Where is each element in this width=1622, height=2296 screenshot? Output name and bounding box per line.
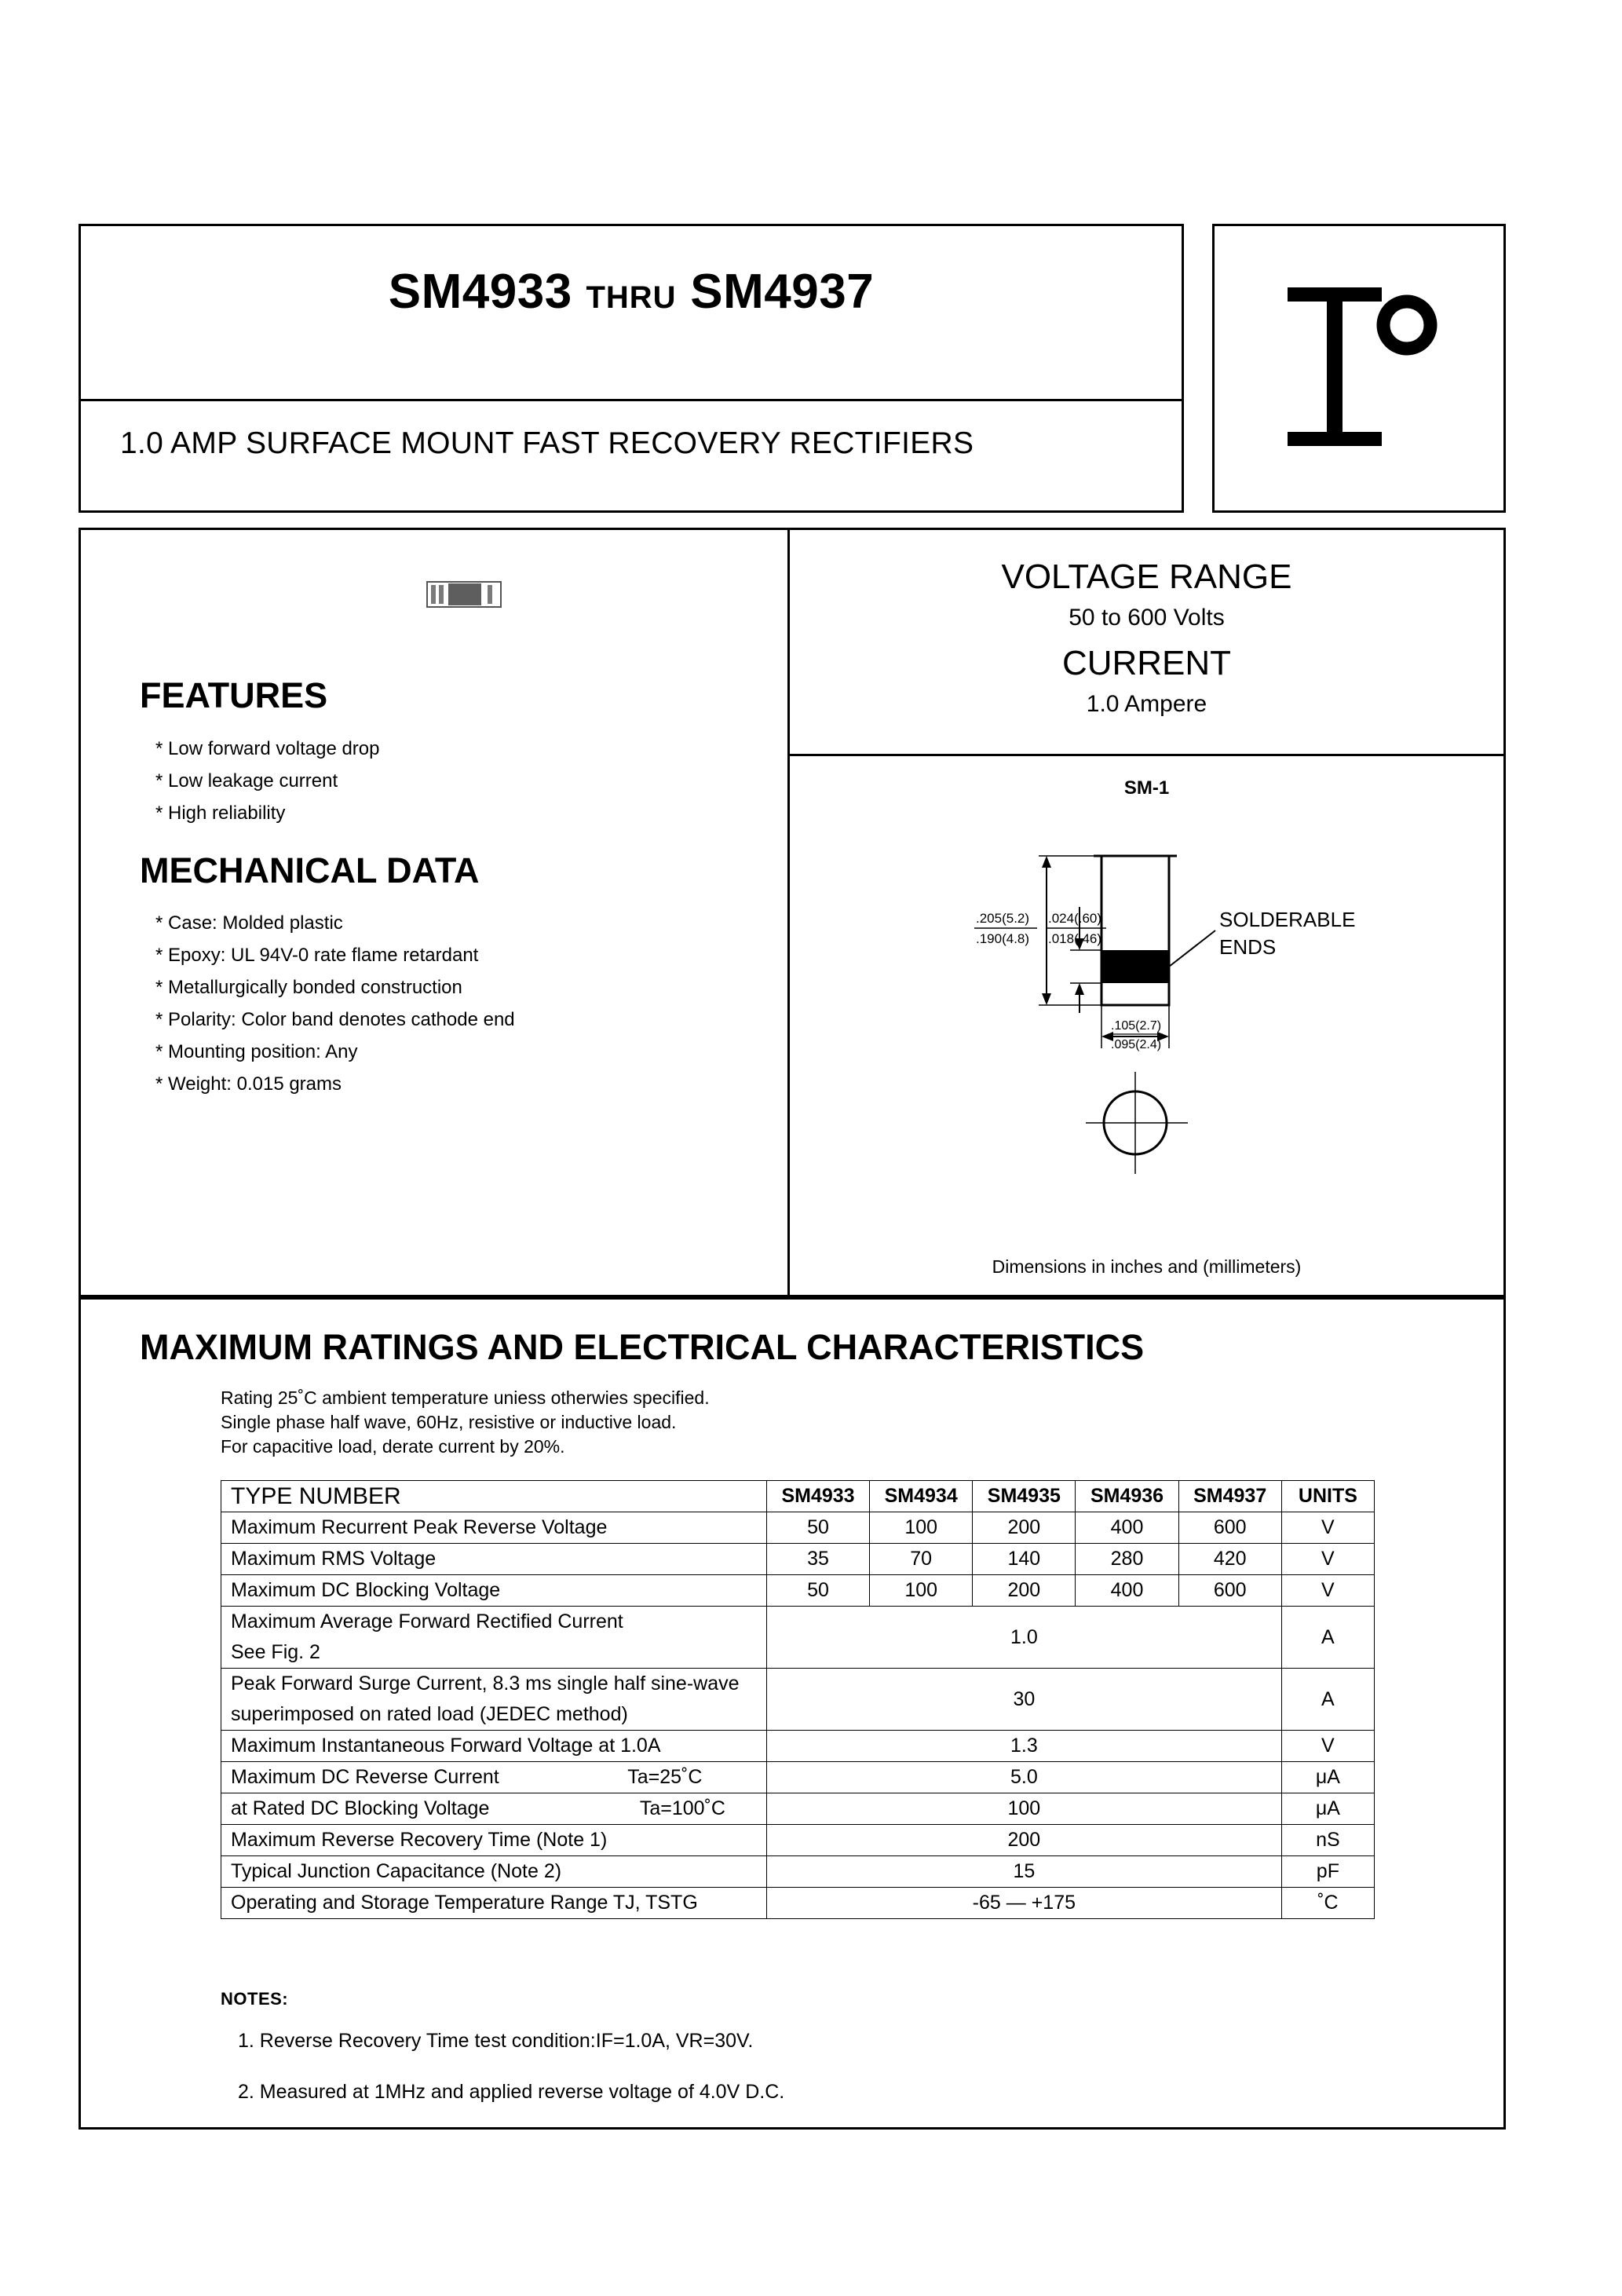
- table-row: [221, 1512, 1375, 1544]
- row-param-second-line: See Fig. 2: [221, 1637, 767, 1669]
- row-param: Maximum DC Blocking Voltage: [221, 1575, 767, 1607]
- page-title: [81, 264, 1182, 320]
- title-divider: [81, 399, 1182, 401]
- list-item: * Weight: 0.015 grams: [155, 1073, 342, 1095]
- row-unit: V: [1281, 1544, 1374, 1575]
- ratings-section: [79, 1297, 1506, 2130]
- column-header-sm4934: SM4934: [870, 1481, 973, 1512]
- row-value: 30: [766, 1669, 1281, 1731]
- row-param-text: at Rated DC Blocking Voltage: [231, 1797, 490, 1819]
- title-part-1: SM4933: [388, 265, 572, 319]
- table-header-row: [221, 1481, 1375, 1512]
- current-value: 1.0 Ampere: [1086, 691, 1207, 717]
- row-unit: nS: [1281, 1825, 1374, 1856]
- list-item: * Low leakage current: [155, 770, 338, 792]
- current-label: CURRENT: [1061, 644, 1232, 682]
- row-value: 1.0: [766, 1607, 1281, 1669]
- row-unit: A: [1281, 1607, 1374, 1669]
- row-unit: μA: [1281, 1793, 1374, 1825]
- row-value: -65 — +175: [766, 1888, 1281, 1919]
- row-value: 100: [766, 1793, 1281, 1825]
- row-unit: V: [1281, 1731, 1374, 1762]
- row-value: 35: [766, 1544, 869, 1575]
- row-param: Peak Forward Surge Current, 8.3 ms single half sine-wave: [221, 1669, 767, 1700]
- svg-text:.205(5.2): .205(5.2): [976, 911, 1030, 926]
- table-row: [221, 1544, 1375, 1575]
- overview-section: [79, 528, 1506, 1297]
- row-value: 400: [1076, 1575, 1178, 1607]
- list-item: * Polarity: Color band denotes cathode end: [155, 1009, 515, 1030]
- package-outline-drawing: [944, 813, 1416, 1252]
- table-row: [221, 1793, 1375, 1825]
- row-param-condition: Ta=25˚C: [627, 1766, 703, 1788]
- column-header-sm4935: SM4935: [973, 1481, 1076, 1512]
- list-item: * Mounting position: Any: [155, 1041, 358, 1062]
- title-box: [79, 224, 1184, 513]
- specifications-table: [221, 1480, 1375, 1919]
- section-horizontal-divider: [787, 754, 1506, 756]
- page-subtitle: 1.0 AMP SURFACE MOUNT FAST RECOVERY RECTIFIERS: [120, 426, 974, 460]
- table-row: [221, 1575, 1375, 1607]
- diode-package-photo: [426, 581, 502, 608]
- row-param: Maximum RMS Voltage: [221, 1544, 767, 1575]
- svg-text:.018(.46): .018(.46): [1048, 931, 1102, 946]
- svg-text:.095(2.4): .095(2.4): [1111, 1038, 1162, 1051]
- row-value: 200: [766, 1825, 1281, 1856]
- row-unit: ˚C: [1281, 1888, 1374, 1919]
- list-item: * Low forward voltage drop: [155, 738, 380, 759]
- row-value: 1.3: [766, 1731, 1281, 1762]
- features-list: [155, 733, 380, 829]
- title-thru: THRU: [586, 280, 677, 315]
- list-item: * High reliability: [155, 803, 286, 824]
- table-row: [221, 1825, 1375, 1856]
- row-param: [221, 1793, 767, 1825]
- row-param-second-line: superimposed on rated load (JEDEC method): [221, 1699, 767, 1731]
- column-header-units: UNITS: [1281, 1481, 1374, 1512]
- row-value: 100: [870, 1512, 973, 1544]
- row-unit: V: [1281, 1575, 1374, 1607]
- svg-text:.024(.60): .024(.60): [1048, 911, 1102, 926]
- row-unit: pF: [1281, 1856, 1374, 1888]
- logo-box: [1212, 224, 1506, 513]
- svg-text:.190(4.8): .190(4.8): [976, 931, 1030, 946]
- table-row: [221, 1888, 1375, 1919]
- table-row: [221, 1607, 1375, 1638]
- condition-line: Single phase half wave, 60Hz, resistive or inductive load.: [221, 1412, 677, 1432]
- row-param: Maximum Reverse Recovery Time (Note 1): [221, 1825, 767, 1856]
- row-value: 140: [973, 1544, 1076, 1575]
- list-item: * Metallurgically bonded construction: [155, 977, 462, 998]
- list-item: * Case: Molded plastic: [155, 912, 343, 934]
- voltage-range-value: 50 to 600 Volts: [1069, 605, 1225, 631]
- row-param: Maximum Average Forward Rectified Current: [221, 1607, 767, 1638]
- row-unit: V: [1281, 1512, 1374, 1544]
- list-item: * Epoxy: UL 94V-0 rate flame retardant: [155, 945, 479, 966]
- column-header-sm4933: SM4933: [766, 1481, 869, 1512]
- row-value: 280: [1076, 1544, 1178, 1575]
- row-param-text: Maximum DC Reverse Current: [231, 1766, 499, 1788]
- row-param: [221, 1762, 767, 1793]
- note-1: 1. Reverse Recovery Time test condition:IF=1.0A, VR=30V.: [238, 2030, 754, 2052]
- note-2: 2. Measured at 1MHz and applied reverse voltage of 4.0V D.C.: [238, 2081, 785, 2103]
- package-name: SM-1: [1123, 777, 1170, 799]
- table-row: [221, 1731, 1375, 1762]
- notes-heading: NOTES:: [221, 1989, 289, 2009]
- column-header-sm4937: SM4937: [1178, 1481, 1281, 1512]
- ratings-conditions: [221, 1386, 710, 1459]
- title-part-2: SM4937: [690, 265, 875, 319]
- row-value: 100: [870, 1575, 973, 1607]
- row-value: 70: [870, 1544, 973, 1575]
- mechanical-data-heading: MECHANICAL DATA: [140, 850, 480, 890]
- row-value: 600: [1178, 1575, 1281, 1607]
- row-param: Operating and Storage Temperature Range TJ, TSTG: [221, 1888, 767, 1919]
- condition-line: For capacitive load, derate current by 20%.: [221, 1436, 565, 1457]
- ratings-heading: MAXIMUM RATINGS AND ELECTRICAL CHARACTERISTICS: [140, 1327, 1145, 1367]
- voltage-range-label: VOLTAGE RANGE: [1001, 558, 1292, 596]
- row-param: Typical Junction Capacitance (Note 2): [221, 1856, 767, 1888]
- row-value: 50: [766, 1575, 869, 1607]
- column-header-type: TYPE NUMBER: [221, 1481, 767, 1512]
- row-value: 15: [766, 1856, 1281, 1888]
- row-value: 420: [1178, 1544, 1281, 1575]
- row-param: Maximum Recurrent Peak Reverse Voltage: [221, 1512, 767, 1544]
- company-logo-icon: [1277, 278, 1441, 459]
- dimension-note: Dimensions in inches and (millimeters): [992, 1256, 1302, 1277]
- row-param: Maximum Instantaneous Forward Voltage at 1.0A: [221, 1731, 767, 1762]
- row-value: 600: [1178, 1512, 1281, 1544]
- features-heading: FEATURES: [140, 675, 328, 715]
- row-value: 5.0: [766, 1762, 1281, 1793]
- svg-text:.105(2.7): .105(2.7): [1111, 1019, 1162, 1033]
- row-value: 50: [766, 1512, 869, 1544]
- condition-line: Rating 25˚C ambient temperature uniess otherwies specified.: [221, 1387, 710, 1408]
- row-unit: μA: [1281, 1762, 1374, 1793]
- row-value: 200: [973, 1512, 1076, 1544]
- row-value: 200: [973, 1575, 1076, 1607]
- table-row: [221, 1669, 1375, 1700]
- row-unit: A: [1281, 1669, 1374, 1731]
- mechanical-data-list: [155, 907, 515, 1100]
- table-row: [221, 1762, 1375, 1793]
- svg-text:ENDS: ENDS: [1219, 935, 1277, 959]
- column-header-sm4936: SM4936: [1076, 1481, 1178, 1512]
- row-param-condition: Ta=100˚C: [639, 1797, 725, 1819]
- row-value: 400: [1076, 1512, 1178, 1544]
- svg-text:SOLDERABLE: SOLDERABLE: [1219, 908, 1356, 931]
- table-row: [221, 1856, 1375, 1888]
